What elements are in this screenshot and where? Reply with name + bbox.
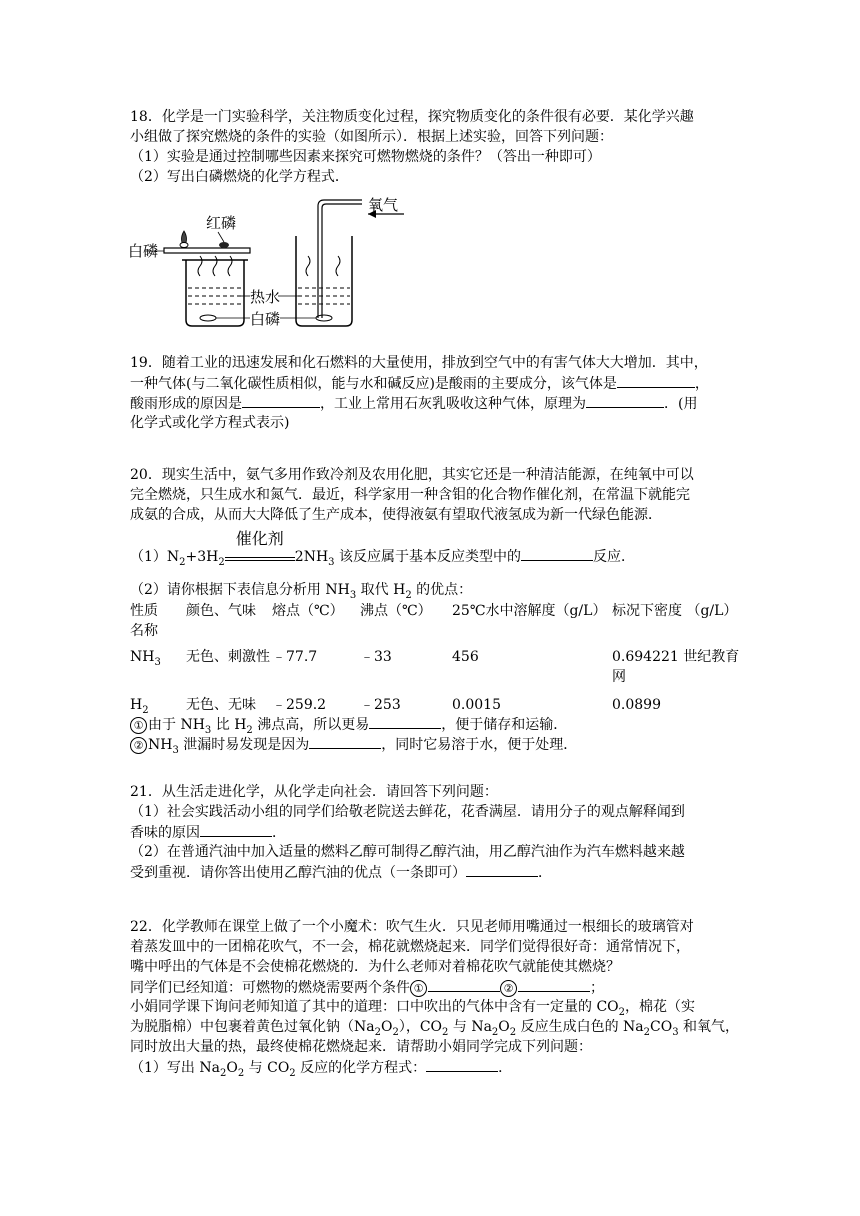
q22-l6-c: ），CO [398, 1019, 443, 1035]
q19-line-2 [130, 373, 770, 393]
sub: 3 [328, 556, 335, 568]
eq-mid: +3H [185, 549, 219, 565]
q22-l6-b: O [380, 1019, 393, 1035]
q22-l6-e: O [498, 1019, 510, 1035]
q22-line-2: 着蒸发皿中的一团棉花吹气，不一会，棉花就燃烧起来．同学们觉得很好奇：通常情况下， [130, 939, 690, 955]
eq-product: 2NH [294, 549, 329, 565]
q21-line-5 [130, 862, 770, 882]
row-name: H [130, 697, 143, 713]
q21-line-2: （1）社会实践活动小组的同学们给敬老院送去鲜花，花香满屋．请用分子的观点解释闻到 [130, 804, 685, 820]
q21-l3-a: 香味的原因 [130, 825, 200, 841]
q22-line-5 [130, 997, 770, 1017]
q22-line-6 [130, 1017, 770, 1037]
label-red-phosphorus: 红磷 [206, 214, 237, 232]
q22-line-3: 嘴中呼出的气体是不会使棉花燃烧的．为什么老师对着棉花吹气就能使其燃烧？ [130, 959, 620, 975]
sub: 2 [219, 1067, 227, 1079]
answer-blank [617, 373, 695, 388]
n2-a: NH [148, 737, 173, 753]
q22-l6-a: 为脱脂棉）中包裹着黄色过氧化钠（Na [130, 1019, 375, 1035]
q22-l5-b: ，棉花（实 [625, 999, 696, 1015]
n2-b: 泄漏时易发现是因为 [178, 737, 310, 753]
table-cell [612, 641, 762, 691]
table-header: 25℃水中溶解度（g/L） [452, 603, 607, 619]
q20-line-2: 完全燃烧，只生成水和氮气．最近，科学家用一种含钼的化合物作催化剂，在常温下就能完 [130, 487, 690, 503]
q21-line-3 [130, 822, 770, 842]
q21-line-1: 21．从生活走进化学，从化学走向社会．请回答下列问题： [130, 784, 498, 800]
q19-line-1: 19．随着工业的迅速发展和化石燃料的大量使用，排放到空气中的有害气体大大增加．其中， [130, 355, 708, 371]
question-19 [130, 353, 770, 433]
sub: 2 [392, 1026, 399, 1038]
n1-d: ，便于储存和运输． [441, 717, 568, 733]
catalyst-arrow [225, 529, 295, 561]
q21-l3-b: ． [272, 825, 286, 841]
sub: 2 [142, 704, 149, 716]
q22-l6-h: 和氧气， [678, 1019, 740, 1035]
table-cell: 0.0015 [452, 697, 501, 713]
label-white-phosphorus-left: 白磷 [128, 242, 159, 260]
q20-equation-line [130, 529, 770, 568]
n1-c: 沸点高，所以更易 [252, 717, 370, 733]
q22-l4: 同学们已经知道：可燃物的燃烧需要两个条件 [130, 980, 410, 996]
label-white-phosphorus-bottom: 白磷 [250, 310, 281, 328]
question-20 [130, 465, 770, 525]
table-cell [130, 641, 186, 691]
q22-l6-f: 反应生成白色的 Na [516, 1019, 644, 1035]
table-header: 颜色、气味 [186, 603, 256, 619]
answer-blank [309, 734, 381, 749]
p2-b: 取代 H [356, 582, 406, 598]
table-cell: ﹣259.2 [272, 697, 327, 713]
p2-c: 的优点： [411, 582, 473, 598]
q22-line-8 [130, 1057, 770, 1077]
q22-line-7: 同时放出大量的热，最终使棉花燃烧起来．请帮助小娟同学完成下列问题： [130, 1039, 592, 1055]
q19-line-3-b: ，工业上常用石灰乳吸收这种气体，原理为 [320, 396, 586, 412]
sub: 2 [179, 556, 186, 568]
sub: 3 [672, 1026, 679, 1038]
sub: 2 [218, 556, 225, 568]
q22-l6-d: 与 Na [448, 1019, 492, 1035]
q18-line-3: （1）实验是通过控制哪些因素来探究可燃物燃烧的条件？（答出一种即可） [130, 149, 601, 165]
answer-blank [369, 714, 441, 729]
table-cell: ﹣77.7 [272, 649, 318, 665]
table-header: 标况下密度 （g/L） [612, 603, 738, 619]
q20-part-2-line [130, 580, 770, 600]
table-cell: 无色、无味 [186, 697, 256, 713]
q18-line-1: 18．化学是一门实验科学，关注物质变化过程，探究物质变化的条件很有必要．某化学兴趣 [130, 109, 694, 125]
n2-c: ，同时它易溶于水，便于处理． [381, 737, 578, 753]
answer-blank [586, 393, 664, 408]
sub: 2 [618, 1006, 626, 1018]
circled-number: ② [130, 737, 147, 754]
q19-line-3-c: ．(用 [664, 396, 698, 412]
table-row [130, 691, 762, 715]
sub: 3 [204, 724, 212, 736]
row-name: NH [130, 649, 155, 665]
q22-l5-a: 小娟同学课下询问老师知道了其中的道理：口中吹出的气体中含有一定量的 CO [130, 999, 619, 1015]
q21-l5-a: 受到重视．请你答出使用乙醇汽油的优点（一条即可） [130, 865, 466, 881]
sub: 2 [509, 1026, 517, 1038]
eq-prefix: （1）N [130, 549, 180, 565]
sub: 3 [172, 744, 179, 756]
q19-line-4: 化学式或化学方程式表示) [130, 415, 290, 431]
circled-number: ① [130, 717, 147, 734]
equals-sign [225, 557, 295, 561]
sub: 2 [442, 1026, 449, 1038]
left-beaker [146, 231, 250, 326]
sub: 3 [154, 656, 161, 668]
n1-b: 比 H [211, 717, 247, 733]
combustion-experiment-figure [128, 196, 488, 334]
q22-line-4 [130, 977, 770, 997]
q20-part-2 [130, 580, 770, 600]
sub: 2 [405, 589, 412, 601]
sub: 3 [349, 589, 357, 601]
q18-line-2: 小组做了探究燃烧的条件的实验（如图所示）．根据上述实验，回答下列问题： [130, 129, 613, 145]
density: 0.694221 世纪教育 [612, 649, 740, 665]
q20-note-2 [130, 734, 770, 754]
catalyst-label: 催化剂 [235, 529, 284, 548]
answer-blank [466, 862, 538, 877]
table-row [130, 641, 762, 691]
table-cell: 0.0899 [612, 697, 661, 713]
q20-line-3: 成氨的合成，从而大大降低了生产成本，使得液氨有望取代液氢成为新一代绿色能源． [130, 507, 662, 523]
q22-l6-g: CO [650, 1019, 673, 1035]
answer-blank [426, 1057, 498, 1072]
q20-equation [130, 529, 770, 568]
q22-l8-b: O [226, 1060, 238, 1076]
table-header-row [130, 601, 762, 621]
sub: 2 [491, 1026, 499, 1038]
q20-line-1: 20．现实生活中，氨气多用作致冷剂及农用化肥，其实它还是一种清洁能源，在纯氧中可以 [130, 467, 694, 483]
label-oxygen: 氧气 [368, 196, 399, 214]
sub: 2 [374, 1026, 381, 1038]
table-cell: 无色、刺激性 [186, 649, 270, 665]
sub: 2 [643, 1026, 651, 1038]
q22-line-1: 22．化学教师在课堂上做了一个小魔术：吹气生火．只见老师用嘴通过一根细长的玻璃管对 [130, 919, 694, 935]
density-2: 网 [612, 669, 626, 685]
label-hot-water: 热水 [250, 288, 281, 306]
answer-blank [428, 977, 500, 992]
table-cell: 456 [452, 649, 479, 665]
question-21 [130, 782, 770, 882]
q19-line-2-end: ， [694, 376, 709, 392]
table-header-row-2 [130, 621, 762, 641]
sub: 2 [289, 1067, 296, 1079]
q20-note-1 [130, 714, 770, 734]
q21-line-4: （2）在普通汽油中加入适量的燃料乙醇可制得乙醇汽油，用乙醇汽油作为汽车燃料越来越 [130, 844, 685, 860]
table-header: 性质 [130, 603, 158, 619]
q18-line-4: （2）写出白磷燃烧的化学方程式． [130, 169, 349, 185]
eq-end: 反应． [592, 549, 635, 565]
q19-line-2-text: 一种气体(与二氧化碳性质相似，能与水和碱反应)是酸雨的主要成分，该气体是 [130, 376, 617, 392]
sub: 2 [237, 1067, 245, 1079]
question-22 [130, 917, 770, 1077]
q19-line-3 [130, 393, 770, 413]
eq-text: 该反应属于基本反应类型中的 [334, 549, 521, 565]
answer-blank [518, 977, 590, 992]
q22-l8-e: ． [498, 1060, 513, 1076]
table-cell [130, 691, 186, 715]
answer-blank [200, 822, 272, 837]
table-cell: ﹣253 [360, 697, 401, 713]
circled-number: ① [410, 980, 427, 997]
answer-blank [521, 546, 593, 561]
q22-l8-d: 反应的化学方程式： [295, 1060, 427, 1076]
properties-table [130, 601, 762, 715]
sub: 2 [246, 724, 253, 736]
circled-number: ② [500, 980, 517, 997]
answer-blank [242, 393, 320, 408]
q19-line-3-a: 酸雨形成的原因是 [130, 396, 242, 412]
table-header: 沸点（℃） [360, 603, 432, 619]
q22-l4-end: ； [590, 980, 604, 996]
q20-notes [130, 714, 770, 754]
n1-a: 由于 NH [148, 717, 205, 733]
q22-l8-c: 与 CO [244, 1060, 290, 1076]
right-beaker [296, 200, 404, 326]
q21-l5-b: ． [538, 865, 552, 881]
table-header: 名称 [130, 623, 158, 639]
q22-l8-a: （1）写出 Na [130, 1060, 220, 1076]
p2-a: （2）请你根据下表信息分析用 NH [130, 582, 350, 598]
table-header: 熔点（℃） [272, 603, 344, 619]
table-cell: ﹣33 [360, 649, 392, 665]
question-18 [130, 107, 770, 187]
